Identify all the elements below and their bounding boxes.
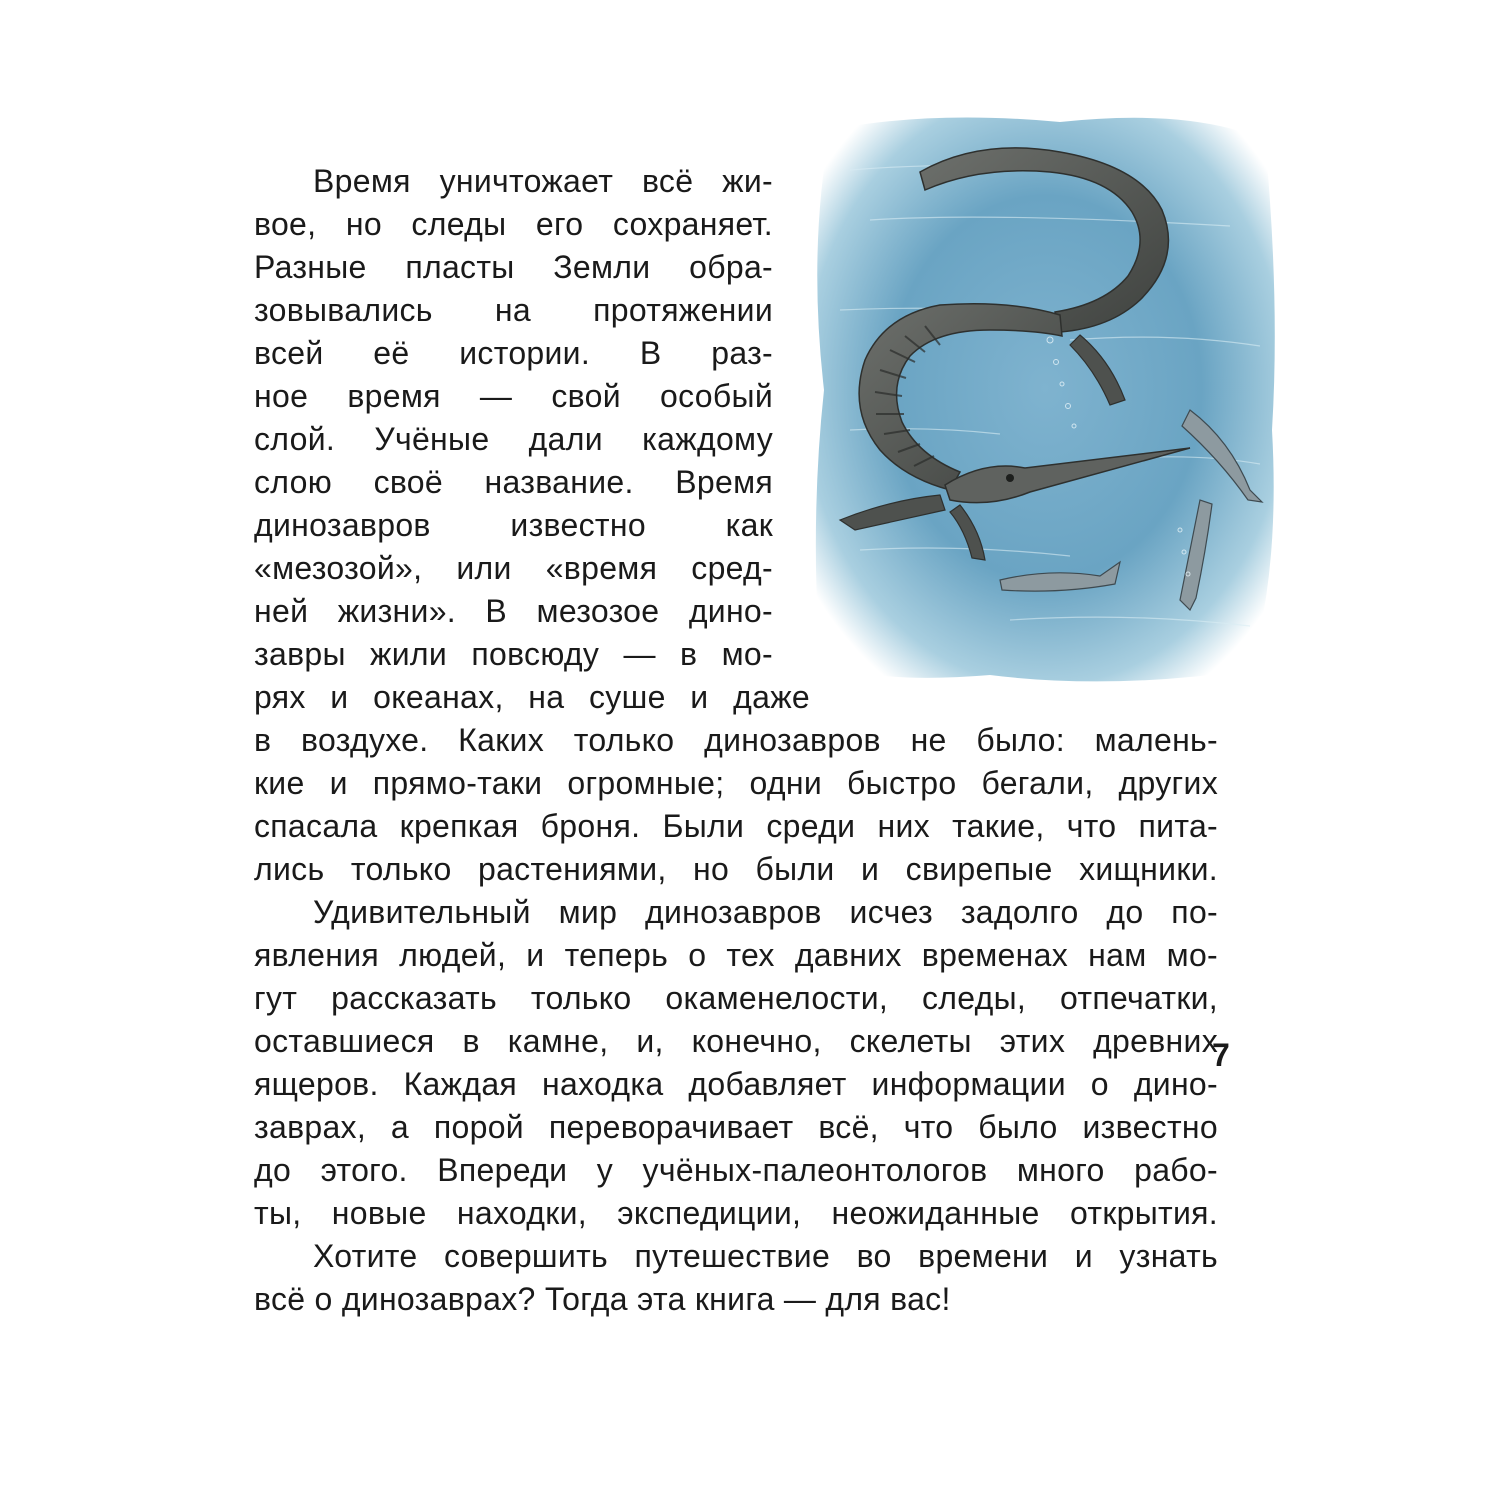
text-line: до этого. Впереди у учёных-палеонтологов много рабо- [254,1152,1218,1188]
text-line: кие и прямо-таки огромные; одни быстро бегали, других [254,765,1218,801]
text-line: гут рассказать только окаменелости, следы, отпечатки, [254,980,1218,1016]
text-line: ящеров. Каждая находка добавляет информации о дино- [254,1066,1218,1102]
page-number: 7 [1212,1037,1230,1073]
text-line: всей её истории. В раз- [254,335,773,371]
text-line: заврах, а порой переворачивает всё, что было известно [254,1109,1218,1145]
text-line: слой. Учёные дали каждому [254,421,773,457]
text-line: оставшиеся в камне, и, конечно, скелеты этих древних [254,1023,1218,1059]
text-line: всё о динозаврах? Тогда эта книга — для вас! [254,1281,951,1317]
text-line: лись только растениями, но были и свирепые хищники. [254,851,1218,887]
text-line: ней жизни». В мезозое дино- [254,593,773,629]
text-line: «мезозой», или «время сред- [254,550,773,586]
text-line: Разные пласты Земли обра- [254,249,773,285]
text-line: слою своё название. Время [254,464,773,500]
text-line: в воздухе. Каких только динозавров не было: малень- [254,722,1218,758]
text-line: Время уничтожает всё жи- [313,163,773,199]
text-line: рях и океанах, на суше и даже [254,679,810,715]
text-line: ты, новые находки, экспедиции, неожиданные открытия. [254,1195,1218,1231]
text-line: явления людей, и теперь о тех давних временах нам мо- [254,937,1218,973]
text-line: завры жили повсюду — в мо- [254,636,773,672]
text-line: спасала крепкая броня. Были среди них такие, что пита- [254,808,1218,844]
text-line: Удивительный мир динозавров исчез задолго до по- [313,894,1218,930]
text-line: Хотите совершить путешествие во времени и узнать [313,1238,1218,1274]
text-line: динозавров известно как [254,507,773,543]
marine-reptile-illustration [810,100,1280,690]
text-line: ное время — свой особый [254,378,773,414]
text-line: зовывались на протяжении [254,292,773,328]
text-line: вое, но следы его сохраняет. [254,206,773,242]
illustration-svg [810,100,1280,690]
